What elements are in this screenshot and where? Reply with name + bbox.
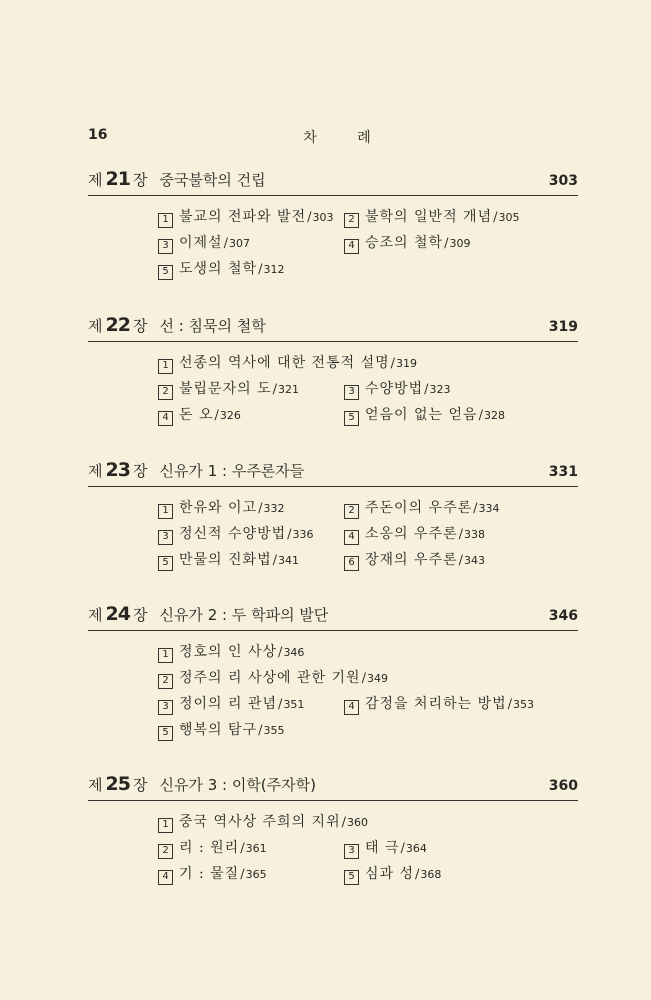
- section-number-box: 2: [344, 504, 359, 519]
- chapter-page: 331: [548, 464, 578, 480]
- chapter-heading: [88, 772, 578, 801]
- section-entry: [158, 835, 267, 862]
- section-page: 346: [283, 646, 305, 659]
- section-number-box: 4: [158, 411, 173, 426]
- chapter-label: [88, 459, 304, 481]
- section-page: 326: [219, 409, 241, 422]
- chapter-page: 360: [548, 778, 578, 794]
- section-list: [88, 639, 578, 743]
- section-page: 360: [346, 816, 368, 829]
- section-page: 309: [449, 237, 471, 250]
- section-row: [88, 691, 578, 717]
- section-slash: /: [390, 356, 396, 371]
- section-page: 361: [245, 842, 267, 855]
- section-entry: [158, 521, 314, 548]
- section-entry: [344, 402, 505, 429]
- section-entry: [158, 350, 417, 377]
- section-title: 이제설: [179, 235, 223, 251]
- section-page: 351: [283, 698, 305, 711]
- section-row: [88, 835, 578, 861]
- section-entry: [158, 204, 333, 231]
- section-slash: /: [258, 501, 263, 516]
- section-slash: /: [341, 815, 346, 830]
- section-number-box: 3: [344, 844, 359, 859]
- section-title: 장재의 우주론: [365, 552, 458, 568]
- section-page: 355: [263, 724, 285, 737]
- section-entry: [344, 230, 470, 257]
- section-title: 도생의 철학: [179, 261, 258, 277]
- section-row: [88, 402, 578, 428]
- chapter-suffix: 장: [132, 462, 148, 480]
- section-entry: [158, 256, 284, 283]
- chapter-title: 신유가 3 : 이학(주자학): [159, 776, 316, 794]
- section-title: 정신적 수양방법: [179, 526, 287, 542]
- section-title: 정주의 리 사상에 관한 기원: [179, 670, 361, 686]
- section-title: 행복의 탐구: [179, 722, 258, 738]
- section-list: [88, 204, 578, 282]
- section-list: [88, 350, 578, 428]
- section-entry: [158, 547, 299, 574]
- section-number-box: 6: [344, 556, 359, 571]
- section-row: [88, 665, 578, 691]
- chapter-heading: [88, 167, 578, 196]
- section-number-box: 2: [158, 844, 173, 859]
- section-title: 심과 성: [365, 866, 415, 882]
- section-number-box: 4: [344, 530, 359, 545]
- section-row: [88, 256, 578, 282]
- section-number-box: 4: [158, 870, 173, 885]
- section-slash: /: [272, 382, 277, 397]
- section-page: 303: [312, 211, 334, 224]
- section-page: 349: [366, 672, 388, 685]
- chapter-block: [88, 458, 578, 573]
- section-number-box: 3: [158, 239, 173, 254]
- section-title: 만물의 진화법: [179, 552, 272, 568]
- section-page: 328: [483, 409, 505, 422]
- section-number-box: 5: [158, 265, 173, 280]
- section-slash: /: [278, 645, 283, 660]
- section-title: 정이의 리 관념: [179, 696, 278, 712]
- section-page: 341: [278, 554, 299, 567]
- chapter-prefix: 제: [88, 776, 103, 794]
- chapter-title: 선 : 침묵의 철학: [159, 317, 266, 335]
- section-entry: [344, 835, 427, 862]
- section-row: [88, 861, 578, 887]
- section-number-box: 4: [344, 239, 359, 254]
- chapter-number: 21: [105, 168, 130, 190]
- section-entry: [344, 521, 485, 548]
- section-row: [88, 376, 578, 402]
- section-slash: /: [361, 671, 366, 686]
- chapter-number: 24: [105, 603, 130, 625]
- section-title: 승조의 철학: [365, 235, 444, 251]
- section-number-box: 1: [158, 213, 173, 228]
- chapter-suffix: 장: [132, 317, 148, 335]
- section-entry: [158, 402, 241, 429]
- section-page: 343: [464, 554, 485, 567]
- page-header: [88, 127, 578, 151]
- section-entry: [344, 861, 441, 888]
- section-page: 305: [498, 211, 520, 224]
- section-page: 353: [513, 698, 535, 711]
- section-page: 365: [245, 868, 267, 881]
- section-list: [88, 809, 578, 887]
- chapter-prefix: 제: [88, 606, 103, 624]
- chapter-title: 신유가 2 : 두 학파의 발단: [159, 606, 329, 624]
- chapter-block: [88, 602, 578, 743]
- chapter-label: [88, 314, 266, 336]
- section-slash: /: [493, 210, 498, 225]
- section-number-box: 1: [158, 359, 173, 374]
- page-number: 16: [88, 127, 108, 143]
- section-number-box: 2: [158, 385, 173, 400]
- section-title: 기 : 물질: [179, 866, 240, 882]
- section-entry: [158, 861, 267, 888]
- section-slash: /: [307, 210, 312, 225]
- section-title: 소옹의 우주론: [365, 526, 458, 542]
- section-slash: /: [240, 867, 245, 882]
- chapter-prefix: 제: [88, 317, 103, 335]
- chapter-label: [88, 603, 328, 625]
- section-title: 불교의 전파와 발전: [179, 209, 307, 225]
- section-number-box: 3: [344, 385, 359, 400]
- chapter-number: 25: [105, 773, 130, 795]
- chapter-title: 신유가 1 : 우주론자들: [159, 462, 305, 480]
- section-slash: /: [415, 867, 420, 882]
- section-number-box: 1: [158, 818, 173, 833]
- section-number-box: 3: [158, 700, 173, 715]
- section-row: [88, 717, 578, 743]
- section-entry: [158, 665, 388, 692]
- section-slash: /: [507, 697, 513, 712]
- section-entry: [158, 691, 304, 718]
- section-number-box: 5: [158, 726, 173, 741]
- section-entry: [158, 495, 284, 522]
- chapter-prefix: 제: [88, 171, 103, 189]
- section-number-box: 3: [158, 530, 173, 545]
- section-title: 수양방법: [365, 381, 424, 397]
- section-number-box: 5: [344, 870, 359, 885]
- section-row: [88, 230, 578, 256]
- section-row: [88, 639, 578, 665]
- section-number-box: 1: [158, 648, 173, 663]
- section-page: 319: [396, 357, 418, 370]
- section-slash: /: [400, 841, 405, 856]
- section-page: 336: [292, 528, 314, 541]
- chapter-number: 23: [105, 459, 130, 481]
- section-title: 선종의 역사에 대한 전통적 설명: [179, 355, 390, 371]
- section-slash: /: [478, 408, 483, 423]
- section-slash: /: [272, 553, 277, 568]
- chapter-title: 중국불학의 건립: [159, 171, 266, 189]
- chapter-suffix: 장: [132, 776, 148, 794]
- section-page: 312: [263, 263, 285, 276]
- section-number-box: 5: [158, 556, 173, 571]
- section-slash: /: [424, 382, 429, 397]
- section-number-box: 5: [344, 411, 359, 426]
- chapter-heading: [88, 602, 578, 631]
- chapter-heading: [88, 458, 578, 487]
- section-row: [88, 809, 578, 835]
- section-slash: /: [258, 262, 263, 277]
- section-title: 리 : 원리: [179, 840, 240, 856]
- section-row: [88, 495, 578, 521]
- section-slash: /: [223, 236, 228, 251]
- chapter-block: [88, 313, 578, 428]
- section-entry: [344, 691, 534, 718]
- section-title: 돈 오: [179, 407, 214, 423]
- section-entry: [344, 376, 451, 403]
- section-title: 불학의 일반적 개념: [365, 209, 493, 225]
- section-row: [88, 547, 578, 573]
- section-title: 주돈이의 우주론: [365, 500, 473, 516]
- section-slash: /: [287, 527, 292, 542]
- section-number-box: 4: [344, 700, 359, 715]
- section-entry: [158, 809, 368, 836]
- chapter-suffix: 장: [132, 171, 148, 189]
- section-number-box: 2: [158, 674, 173, 689]
- section-slash: /: [458, 527, 463, 542]
- section-slash: /: [258, 723, 263, 738]
- section-page: 323: [429, 383, 451, 396]
- section-number-box: 1: [158, 504, 173, 519]
- section-title: 태 극: [365, 840, 400, 856]
- chapter-label: [88, 168, 266, 190]
- section-list: [88, 495, 578, 573]
- section-slash: /: [214, 408, 219, 423]
- chapter-page: 303: [548, 173, 578, 189]
- section-title: 중국 역사상 주희의 지위: [179, 814, 341, 830]
- section-entry: [344, 495, 500, 522]
- chapter-prefix: 제: [88, 462, 103, 480]
- section-entry: [158, 717, 284, 744]
- section-page: 334: [478, 502, 500, 515]
- section-entry: [158, 230, 250, 257]
- section-page: 368: [420, 868, 442, 881]
- section-slash: /: [444, 236, 449, 251]
- section-entry: [344, 547, 485, 574]
- section-entry: [344, 204, 519, 231]
- chapter-suffix: 장: [132, 606, 148, 624]
- section-page: 364: [405, 842, 427, 855]
- section-entry: [158, 639, 304, 666]
- section-page: 321: [278, 383, 299, 396]
- section-entry: [158, 376, 299, 403]
- section-row: [88, 204, 578, 230]
- section-slash: /: [458, 553, 463, 568]
- section-number-box: 2: [344, 213, 359, 228]
- chapter-block: [88, 167, 578, 282]
- chapter-label: [88, 773, 316, 795]
- chapter-block: [88, 772, 578, 887]
- chapter-page: 346: [548, 608, 578, 624]
- section-page: 332: [263, 502, 285, 515]
- section-slash: /: [278, 697, 283, 712]
- section-page: 338: [464, 528, 485, 541]
- section-page: 307: [228, 237, 250, 250]
- section-title: 한유와 이고: [179, 500, 258, 516]
- section-title: 정호의 인 사상: [179, 644, 278, 660]
- chapter-page: 319: [548, 319, 578, 335]
- chapter-heading: [88, 313, 578, 342]
- section-title: 감정을 처리하는 방법: [365, 696, 507, 712]
- section-slash: /: [240, 841, 245, 856]
- section-title: 얻음이 없는 얻음: [365, 407, 478, 423]
- section-slash: /: [473, 501, 478, 516]
- running-title: 차 례: [303, 130, 389, 146]
- section-title: 불립문자의 도: [179, 381, 272, 397]
- section-row: [88, 350, 578, 376]
- section-row: [88, 521, 578, 547]
- chapter-number: 22: [105, 314, 130, 336]
